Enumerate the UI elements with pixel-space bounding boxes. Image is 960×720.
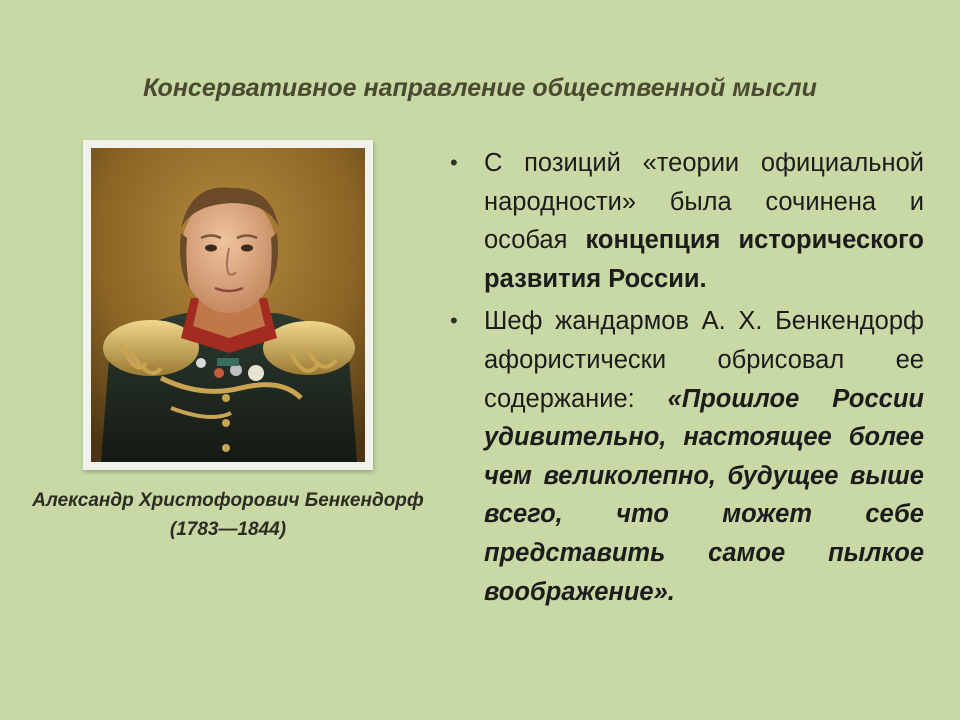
portrait-image [91,148,365,462]
bullet-text: С позиций «теории официальной народности» была сочинена и особая [484,149,924,255]
bullet-item [450,144,924,298]
bullet-quote: «Прошлое России удивительно, настоящее более чем великолепно, будущее выше всего, что может себе представить самое пылкое воображение». [484,384,924,606]
bullet-icon: • [450,308,458,334]
caption-name: Александр Христофорович Бенкендорф [32,490,424,511]
portrait-frame [83,140,373,470]
bullet-text: Шеф жандармов А. Х. Бенкендорф афористически обрисовал ее содержание: [484,307,924,413]
bullet-list [450,144,924,615]
bullet-emphasis: концепция исторического развития России. [484,226,925,293]
caption-years: (1783—1844) [169,519,287,540]
portrait-caption [0,486,456,544]
bullet-item [450,302,924,611]
bullet-icon: • [450,150,458,175]
slide-title: Консервативное направление общественной мысли [143,74,817,102]
